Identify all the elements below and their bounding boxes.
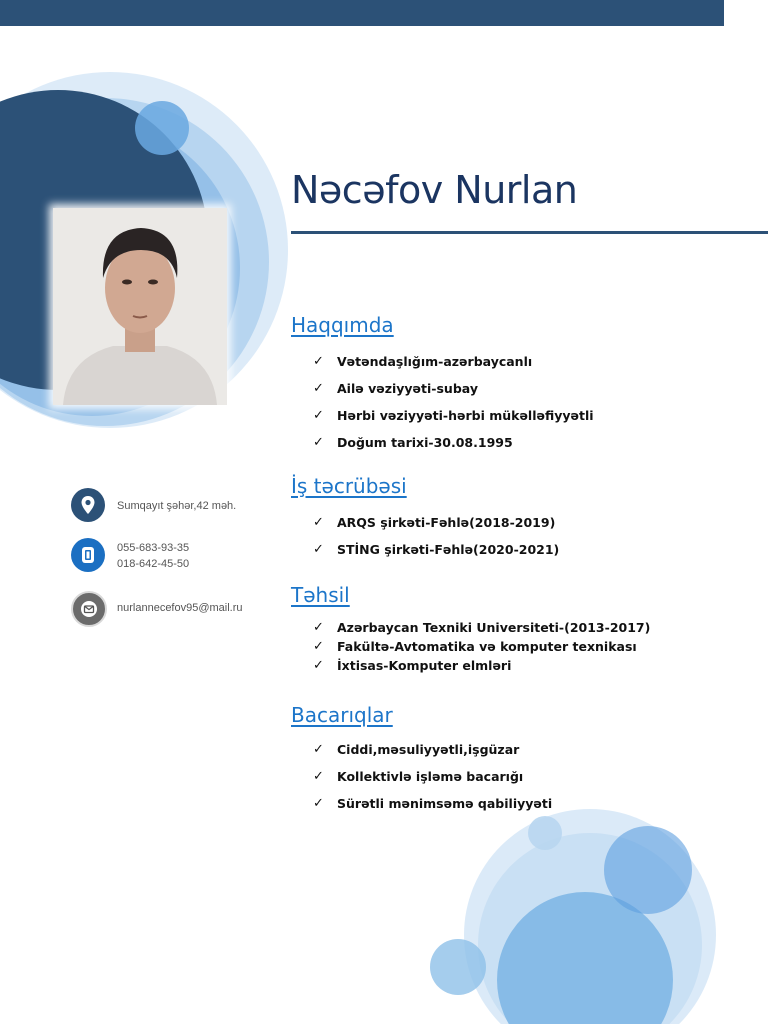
list-item: ✓ ARQS şirkəti-Fəhlə(2018-2019) bbox=[313, 515, 556, 530]
person-portrait-icon bbox=[53, 208, 227, 405]
list-item: ✓ Sürətli mənimsəmə qabiliyyəti bbox=[313, 796, 553, 811]
location-pin-icon bbox=[71, 488, 105, 522]
contact-phone-2: 018-642-45-50 bbox=[117, 558, 190, 570]
list-item: ✓ İxtisas-Komputer elmləri bbox=[313, 658, 512, 673]
section-title-skills: Bacarıqlar bbox=[291, 703, 393, 727]
skills-list bbox=[313, 736, 552, 817]
list-item: ✓ Azərbaycan Texniki Universiteti-(2013-2017) bbox=[313, 620, 651, 635]
check-icon: ✓ bbox=[313, 381, 324, 396]
contact-phone-1: 055-683-93-35 bbox=[117, 542, 190, 554]
top-banner-bar bbox=[0, 0, 724, 26]
list-item: ✓ STİNG şirkəti-Fəhlə(2020-2021) bbox=[313, 542, 560, 557]
check-icon: ✓ bbox=[313, 769, 324, 784]
name-divider bbox=[291, 231, 768, 234]
section-title-education: Təhsil bbox=[291, 583, 350, 607]
check-icon: ✓ bbox=[313, 515, 324, 530]
list-item: ✓ Ailə vəziyyəti-subay bbox=[313, 381, 478, 396]
check-icon: ✓ bbox=[313, 639, 324, 654]
education-list bbox=[313, 618, 650, 675]
experience-list bbox=[313, 509, 559, 563]
profile-photo bbox=[53, 208, 227, 405]
about-list bbox=[313, 348, 594, 456]
section-title-about: Haqqımda bbox=[291, 313, 394, 337]
check-icon: ✓ bbox=[313, 796, 324, 811]
list-item: ✓ Vətəndaşlığım-azərbaycanlı bbox=[313, 354, 533, 369]
check-icon: ✓ bbox=[313, 354, 324, 369]
list-item: ✓ Doğum tarixi-30.08.1995 bbox=[313, 435, 513, 450]
mail-icon bbox=[71, 591, 107, 627]
check-icon: ✓ bbox=[313, 620, 324, 635]
phone-icon bbox=[71, 538, 105, 572]
list-item: ✓ Hərbi vəziyyəti-hərbi mükəlləfiyyətli bbox=[313, 408, 594, 423]
check-icon: ✓ bbox=[313, 408, 324, 423]
check-icon: ✓ bbox=[313, 542, 324, 557]
list-item: ✓ Kollektivlə işləmə bacarığı bbox=[313, 769, 524, 784]
check-icon: ✓ bbox=[313, 742, 324, 757]
check-icon: ✓ bbox=[313, 435, 324, 450]
check-icon: ✓ bbox=[313, 658, 324, 673]
contact-email: nurlannecefov95@mail.ru bbox=[117, 602, 243, 614]
contact-address: Sumqayıt şəhər,42 məh. bbox=[117, 500, 237, 512]
list-item: ✓ Ciddi,məsuliyyətli,işgüzar bbox=[313, 742, 520, 757]
list-item: ✓ Fakültə-Avtomatika və komputer texnikası bbox=[313, 639, 637, 654]
section-title-experience: İş təcrübəsi bbox=[291, 474, 407, 498]
full-name: Nəcəfov Nurlan bbox=[291, 168, 578, 212]
